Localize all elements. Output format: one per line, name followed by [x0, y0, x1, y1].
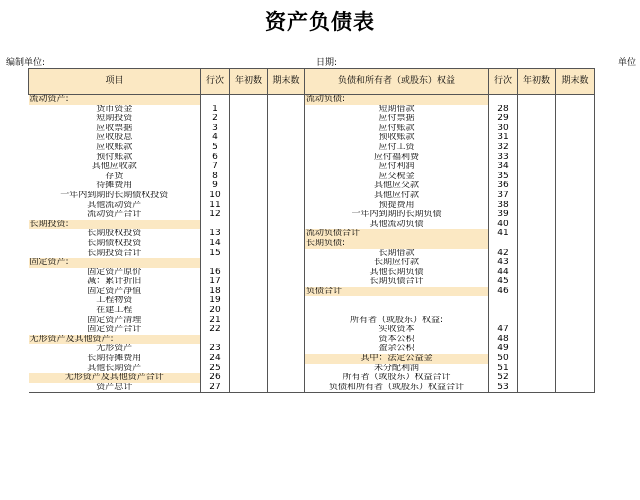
liability-end-value — [556, 325, 595, 335]
asset-end-value — [268, 114, 305, 124]
liability-end-value — [556, 220, 595, 230]
asset-item: 预付账款 — [96, 152, 133, 162]
asset-begin-value — [230, 143, 268, 153]
asset-row-number: 26 — [201, 373, 230, 383]
asset-item: 长期投资合计 — [87, 248, 142, 258]
asset-row-number: 4 — [201, 133, 230, 143]
table-row — [29, 95, 595, 105]
asset-end-value — [268, 306, 305, 316]
header-begin-2: 年初数 — [518, 69, 556, 95]
liability-row-number: 42 — [489, 249, 518, 259]
asset-end-value — [268, 373, 305, 383]
balance-sheet-table — [28, 68, 595, 393]
asset-end-value — [268, 124, 305, 134]
liability-end-value — [556, 373, 595, 383]
header-item: 项目 — [29, 69, 201, 95]
liability-end-value — [556, 162, 595, 172]
asset-item: 其他应收款 — [91, 162, 137, 172]
asset-begin-value — [230, 124, 268, 134]
asset-row-number: 2 — [201, 114, 230, 124]
asset-begin-value — [230, 306, 268, 316]
asset-begin-value — [230, 344, 268, 354]
asset-end-value — [268, 210, 305, 220]
asset-end-value — [268, 277, 305, 287]
asset-item: 应收账款 — [96, 142, 133, 152]
unit-label: 单位 — [617, 58, 636, 68]
liability-item: 预收账款 — [378, 133, 415, 143]
asset-item: 无形资产 — [96, 344, 133, 354]
asset-row-number: 19 — [201, 296, 230, 306]
asset-end-value — [268, 249, 305, 259]
asset-row-number: 3 — [201, 124, 230, 134]
asset-item: 资产总计 — [29, 383, 201, 393]
liability-end-value — [556, 249, 595, 259]
asset-begin-value — [230, 335, 268, 345]
liability-row-number: 35 — [489, 172, 518, 182]
liability-end-value — [556, 114, 595, 124]
asset-end-value — [268, 268, 305, 278]
asset-begin-value — [230, 105, 268, 115]
liability-end-value — [556, 124, 595, 134]
table-body — [29, 95, 595, 393]
asset-row-number: 23 — [201, 344, 230, 354]
liability-end-value — [556, 316, 595, 326]
asset-begin-value — [230, 220, 268, 230]
asset-end-value — [268, 133, 305, 143]
liability-begin-value — [518, 191, 556, 201]
liability-row-number: 50 — [489, 354, 518, 364]
table-row — [29, 220, 595, 230]
liability-begin-value — [518, 153, 556, 163]
asset-begin-value — [230, 383, 268, 393]
asset-begin-value — [230, 210, 268, 220]
liability-row-number: 28 — [489, 105, 518, 115]
liability-item: 应付利润 — [378, 162, 415, 172]
liability-row-number: 45 — [489, 277, 518, 287]
asset-end-value — [268, 383, 305, 393]
liability-begin-value — [518, 268, 556, 278]
table-row — [29, 268, 595, 278]
asset-begin-value — [230, 277, 268, 287]
liability-row-number: 51 — [489, 364, 518, 374]
asset-end-value — [268, 258, 305, 268]
asset-end-value — [268, 172, 305, 182]
liability-item — [305, 306, 489, 316]
asset-item: 其他流动资产 — [87, 200, 142, 210]
liability-begin-value — [518, 114, 556, 124]
liability-end-value — [556, 277, 595, 287]
liability-begin-value — [518, 249, 556, 259]
liability-row-number — [489, 95, 518, 105]
asset-item: 在建工程 — [96, 306, 133, 316]
asset-item: 固定资产合计 — [87, 325, 142, 335]
asset-row-number: 17 — [201, 277, 230, 287]
liability-begin-value — [518, 172, 556, 182]
asset-row-number — [201, 220, 230, 230]
asset-item: 长期债权投资 — [87, 238, 142, 248]
asset-begin-value — [230, 316, 268, 326]
liability-begin-value — [518, 124, 556, 134]
asset-row-number: 15 — [201, 249, 230, 259]
asset-row-number — [201, 95, 230, 105]
liability-item: 短期借款 — [378, 104, 415, 114]
table-row — [29, 124, 595, 134]
asset-item: 其他长期资产 — [87, 363, 142, 373]
liability-row-number: 44 — [489, 268, 518, 278]
liability-item: 其他应交款 — [373, 181, 419, 191]
asset-row-number: 22 — [201, 325, 230, 335]
asset-item: 待摊费用 — [96, 181, 133, 191]
liability-end-value — [556, 172, 595, 182]
asset-begin-value — [230, 162, 268, 172]
liability-row-number: 34 — [489, 162, 518, 172]
liability-row-number: 37 — [489, 191, 518, 201]
asset-begin-value — [230, 296, 268, 306]
liability-item: 其中：法定公益金 — [305, 354, 489, 364]
asset-end-value — [268, 181, 305, 191]
asset-begin-value — [230, 229, 268, 239]
asset-end-value — [268, 344, 305, 354]
asset-begin-value — [230, 373, 268, 383]
liability-item: 预提费用 — [378, 200, 415, 210]
liability-row-number: 32 — [489, 143, 518, 153]
liability-item: 长期负债合计 — [369, 277, 424, 287]
asset-item: 存货 — [105, 171, 124, 181]
liability-item: 应交税金 — [378, 171, 415, 181]
liability-end-value — [556, 268, 595, 278]
liability-item: 所有者（或股东）权益合计 — [342, 373, 451, 383]
liability-item: 长期负债: — [305, 239, 489, 249]
document-title: 资产负债表 — [265, 10, 375, 34]
liability-end-value — [556, 153, 595, 163]
asset-row-number: 24 — [201, 354, 230, 364]
table-row — [29, 344, 595, 354]
asset-item: 流动资产: — [29, 95, 201, 105]
liability-begin-value — [518, 133, 556, 143]
asset-end-value — [268, 354, 305, 364]
asset-row-number: 7 — [201, 162, 230, 172]
asset-begin-value — [230, 364, 268, 374]
asset-begin-value — [230, 287, 268, 297]
liability-end-value — [556, 296, 595, 306]
asset-row-number: 14 — [201, 239, 230, 249]
liability-begin-value — [518, 95, 556, 105]
asset-end-value — [268, 153, 305, 163]
asset-begin-value — [230, 325, 268, 335]
liability-item: 所有者（或股东）权益: — [349, 315, 444, 325]
liability-end-value — [556, 95, 595, 105]
header-liabilities: 负债和所有者（或股东）权益 — [305, 69, 489, 95]
asset-row-number: 16 — [201, 268, 230, 278]
liability-begin-value — [518, 373, 556, 383]
liability-end-value — [556, 306, 595, 316]
liability-begin-value — [518, 344, 556, 354]
liability-row-number: 30 — [489, 124, 518, 134]
asset-row-number: 13 — [201, 229, 230, 239]
table-row — [29, 277, 595, 287]
liability-item: 实收资本 — [378, 325, 415, 335]
asset-item: 无形资产及其他资产合计 — [29, 373, 201, 383]
liability-item: 其他流动负债 — [369, 219, 424, 229]
asset-item: 长期待摊费用 — [87, 354, 142, 364]
liability-row-number: 53 — [489, 383, 518, 393]
asset-item: 长期股权投资 — [87, 229, 142, 239]
liability-begin-value — [518, 105, 556, 115]
asset-end-value — [268, 325, 305, 335]
table-row — [29, 201, 595, 211]
asset-item: 短期投资 — [96, 114, 133, 124]
asset-item: 减：累计折旧 — [87, 277, 142, 287]
table-row — [29, 210, 595, 220]
asset-end-value — [268, 296, 305, 306]
liability-end-value — [556, 364, 595, 374]
asset-begin-value — [230, 354, 268, 364]
liability-item: 流动负债合计 — [305, 229, 489, 239]
asset-begin-value — [230, 95, 268, 105]
asset-begin-value — [230, 172, 268, 182]
liability-row-number: 38 — [489, 201, 518, 211]
liability-item: 其他长期负债 — [369, 267, 424, 277]
asset-begin-value — [230, 268, 268, 278]
table-row — [29, 239, 595, 249]
asset-row-number: 10 — [201, 191, 230, 201]
asset-end-value — [268, 316, 305, 326]
liability-item: 负债合计 — [305, 287, 489, 297]
table-row — [29, 249, 595, 259]
header-row-no-2: 行次 — [489, 69, 518, 95]
asset-row-number: 5 — [201, 143, 230, 153]
asset-row-number: 9 — [201, 181, 230, 191]
liability-row-number: 49 — [489, 344, 518, 354]
liability-row-number — [489, 296, 518, 306]
table-row — [29, 287, 595, 297]
liability-item: 长期应付款 — [373, 258, 419, 268]
table-row — [29, 383, 595, 393]
date-label: 日期: — [316, 58, 338, 68]
asset-item: 无形资产及其他资产: — [29, 335, 201, 345]
asset-item: 固定资产: — [29, 258, 201, 268]
liability-end-value — [556, 229, 595, 239]
liability-row-number: 31 — [489, 133, 518, 143]
asset-end-value — [268, 162, 305, 172]
asset-end-value — [268, 364, 305, 374]
asset-item: 货币资金 — [96, 104, 133, 114]
table-row — [29, 325, 595, 335]
liability-begin-value — [518, 220, 556, 230]
liability-begin-value — [518, 201, 556, 211]
liability-end-value — [556, 258, 595, 268]
table-row — [29, 258, 595, 268]
liability-item — [305, 296, 489, 306]
liability-end-value — [556, 344, 595, 354]
liability-begin-value — [518, 229, 556, 239]
asset-end-value — [268, 143, 305, 153]
asset-end-value — [268, 95, 305, 105]
asset-end-value — [268, 287, 305, 297]
header-end: 期末数 — [268, 69, 305, 95]
liability-begin-value — [518, 258, 556, 268]
header-end-2: 期末数 — [556, 69, 595, 95]
liability-row-number: 48 — [489, 335, 518, 345]
table-row — [29, 364, 595, 374]
liability-end-value — [556, 133, 595, 143]
table-row — [29, 181, 595, 191]
liability-end-value — [556, 287, 595, 297]
liability-end-value — [556, 143, 595, 153]
liability-end-value — [556, 239, 595, 249]
asset-begin-value — [230, 239, 268, 249]
asset-begin-value — [230, 181, 268, 191]
liability-row-number: 41 — [489, 229, 518, 239]
table-row — [29, 335, 595, 345]
table-row — [29, 229, 595, 239]
liability-row-number: 43 — [489, 258, 518, 268]
asset-row-number: 8 — [201, 172, 230, 182]
asset-begin-value — [230, 249, 268, 259]
asset-item: 一年内到期的长期债权投资 — [60, 190, 169, 200]
table-row — [29, 114, 595, 124]
asset-row-number: 21 — [201, 316, 230, 326]
liability-row-number: 47 — [489, 325, 518, 335]
liability-row-number: 33 — [489, 153, 518, 163]
liability-begin-value — [518, 335, 556, 345]
liability-row-number: 46 — [489, 287, 518, 297]
liability-row-number: 29 — [489, 114, 518, 124]
liability-item: 应付票据 — [378, 114, 415, 124]
asset-row-number: 20 — [201, 306, 230, 316]
asset-row-number: 6 — [201, 153, 230, 163]
liability-begin-value — [518, 296, 556, 306]
asset-item: 固定资产清理 — [87, 315, 142, 325]
table-row — [29, 105, 595, 115]
liability-item: 未分配利润 — [373, 363, 419, 373]
liability-begin-value — [518, 354, 556, 364]
asset-end-value — [268, 335, 305, 345]
liability-begin-value — [518, 239, 556, 249]
asset-end-value — [268, 201, 305, 211]
table-row — [29, 133, 595, 143]
asset-row-number: 25 — [201, 364, 230, 374]
liability-begin-value — [518, 316, 556, 326]
table-row — [29, 143, 595, 153]
liability-row-number — [489, 316, 518, 326]
liability-begin-value — [518, 325, 556, 335]
liability-item: 其他应付款 — [373, 190, 419, 200]
liability-item: 负债和所有者（或股东）权益合计 — [305, 383, 489, 393]
header-begin: 年初数 — [230, 69, 268, 95]
liability-item: 应付账款 — [378, 123, 415, 133]
liability-row-number — [489, 239, 518, 249]
liability-end-value — [556, 354, 595, 364]
asset-begin-value — [230, 191, 268, 201]
liability-item: 长期借款 — [378, 248, 415, 258]
company-label: 编制单位: — [6, 58, 46, 68]
asset-end-value — [268, 229, 305, 239]
asset-end-value — [268, 239, 305, 249]
liability-item: 应付工资 — [378, 142, 415, 152]
liability-end-value — [556, 335, 595, 345]
liability-begin-value — [518, 162, 556, 172]
table-row — [29, 172, 595, 182]
liability-row-number: 40 — [489, 220, 518, 230]
asset-item: 流动资产合计 — [87, 210, 142, 220]
asset-end-value — [268, 105, 305, 115]
asset-item: 应收票据 — [96, 123, 133, 133]
liability-begin-value — [518, 287, 556, 297]
table-row — [29, 316, 595, 326]
header-row-no: 行次 — [201, 69, 230, 95]
liability-item: 流动负债: — [305, 95, 489, 105]
asset-row-number — [201, 335, 230, 345]
liability-end-value — [556, 383, 595, 393]
asset-begin-value — [230, 201, 268, 211]
asset-item: 应收股息 — [96, 133, 133, 143]
liability-begin-value — [518, 306, 556, 316]
liability-item: 一年内到期的长期负债 — [351, 210, 442, 220]
liability-begin-value — [518, 143, 556, 153]
asset-row-number: 11 — [201, 201, 230, 211]
header-row — [29, 69, 595, 95]
asset-row-number — [201, 258, 230, 268]
asset-item: 工程物资 — [96, 296, 133, 306]
asset-item: 固定资产原价 — [87, 267, 142, 277]
liability-item: 盈余公积 — [378, 344, 415, 354]
liability-row-number: 52 — [489, 373, 518, 383]
liability-item: 应付福利费 — [373, 152, 419, 162]
liability-row-number: 39 — [489, 210, 518, 220]
liability-begin-value — [518, 210, 556, 220]
asset-end-value — [268, 220, 305, 230]
asset-row-number: 1 — [201, 105, 230, 115]
liability-end-value — [556, 105, 595, 115]
liability-begin-value — [518, 364, 556, 374]
liability-begin-value — [518, 383, 556, 393]
liability-end-value — [556, 181, 595, 191]
liability-begin-value — [518, 181, 556, 191]
table-row — [29, 296, 595, 306]
asset-end-value — [268, 191, 305, 201]
table-row — [29, 373, 595, 383]
liability-item: 资本公积 — [378, 334, 415, 344]
table-row — [29, 153, 595, 163]
asset-item: 固定资产净值 — [87, 286, 142, 296]
liability-row-number: 36 — [489, 181, 518, 191]
table-row — [29, 354, 595, 364]
asset-begin-value — [230, 133, 268, 143]
asset-row-number: 27 — [201, 383, 230, 393]
asset-begin-value — [230, 153, 268, 163]
liability-begin-value — [518, 277, 556, 287]
table-row — [29, 306, 595, 316]
asset-item: 长期投资: — [29, 220, 201, 230]
asset-begin-value — [230, 258, 268, 268]
liability-row-number — [489, 306, 518, 316]
liability-end-value — [556, 191, 595, 201]
liability-end-value — [556, 210, 595, 220]
asset-row-number: 18 — [201, 287, 230, 297]
asset-row-number: 12 — [201, 210, 230, 220]
table-row — [29, 162, 595, 172]
table-row — [29, 191, 595, 201]
asset-begin-value — [230, 114, 268, 124]
liability-end-value — [556, 201, 595, 211]
